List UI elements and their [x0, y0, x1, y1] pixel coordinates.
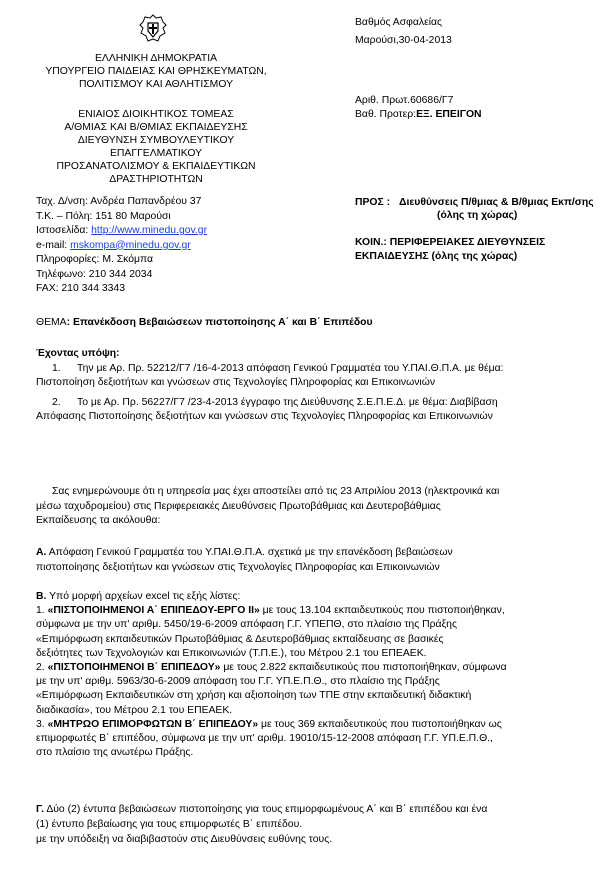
protocol-number: [355, 94, 453, 107]
ministry-line-1: ΕΛΛΗΝΙΚΗ ΔΗΜΟΚΡΑΤΙΑ: [94, 53, 218, 64]
section-a-line-1: Απόφαση Γενικού Γραμματέα του Υ.ΠΑΙ.Θ.Π.Α. σχετικά με την επανέκδοση βεβαιώσεων: [46, 547, 453, 558]
protocol-label: Αριθ. Πρωτ.: [355, 95, 411, 106]
intro-paragraph: [36, 485, 571, 529]
website-link[interactable]: http://www.minedu.gov.gr: [91, 225, 208, 236]
subject-label: ΘΕΜΑ: [36, 317, 67, 328]
contact-fax: FAX: 210 344 3343: [36, 283, 125, 294]
koin-line-1: ΚΟΙΝ.: ΠΕΡΙΦΕΡΕΙΑΚΕΣ ΔΙΕΥΘΥΝΣΕΙΣ: [355, 237, 546, 248]
contact-website: Ιστοσελίδα: http://www.minedu.gov.gr: [36, 225, 208, 236]
considering-item-1-line-1: Την με Αρ. Πρ. 52212/Γ7 /16-4-2013 απόφαση Γενικού Γραμματέα του Υ.ΠΑΙ.Θ.Π.Α. με θέμα:: [77, 363, 504, 374]
section-b-item-3: 3. «ΜΗΤΡΩΟ ΕΠΙΜΟΡΦΩΤΩΝ Β΄ ΕΠΙΠΕΔΟΥ» με τους 369 εκπαιδευτικούς που πιστοποιήθηκαν ως: [36, 718, 502, 730]
section-b-item-1: 1. «ΠΙΣΤΟΠΟΙΗΜΕΝΟΙ Α΄ ΕΠΙΠΕΔΟΥ-ΕΡΓΟ ΙΙ» με τους 13.104 εκπαιδευτικούς που πιστοποιήθηκαν,: [36, 605, 505, 617]
list-name-2: «ΠΙΣΤΟΠΟΙΗΜΕΝΟΙ Β΄ ΕΠΙΠΕΔΟΥ»: [47, 662, 221, 674]
koin-line-2: ΕΚΠΑΙΔΕΥΣΗΣ (όλης της χώρας): [355, 251, 518, 262]
section-c: [36, 802, 581, 847]
priority-label: Βαθ. Προτερ:: [355, 109, 417, 120]
contact-address: Ταχ. Δ/νση: Ανδρέα Παπανδρέου 37: [36, 196, 202, 207]
intro-line-1: Σας ενημερώνουμε ότι η υπηρεσία μας έχει αποστείλει από τις 23 Απριλίου 2013 (ηλεκτρονικά και: [52, 486, 500, 497]
section-b-item-2: 2. «ΠΙΣΤΟΠΟΙΗΜΕΝΟΙ Β΄ ΕΠΙΠΕΔΟΥ» με τους 2.822 εκπαιδευτικούς που πιστοποιήθηκαν, σύμφωνα: [36, 662, 507, 674]
ministry-header: [40, 52, 272, 91]
contact-phone: Τηλέφωνο: 210 344 2034: [36, 268, 153, 280]
contact-info: Πληροφορίες: Μ. Σκόμπα: [36, 254, 154, 265]
section-b-intro: Υπό μορφή αρχείων excel τις εξής λίστες:: [46, 591, 241, 602]
subject-text: : Επανέκδοση Βεβαιώσεων πιστοποίησης Α΄ και Β΄ Επιπέδου: [66, 317, 373, 328]
section-b-label: Β.: [36, 591, 47, 602]
email-link[interactable]: mskompa@minedu.gov.gr: [70, 239, 191, 251]
section-b-item-2-line-4: διαδικασία», του Μέτρου 2.1 του ΕΠΕΑΕΚ.: [36, 704, 233, 716]
section-b-item-2-line-3: «Επιμόρφωση Εκπαιδευτικών στη χρήση και αξιοποίηση των ΤΠΕ στην εκπαιδευτική διδακτική: [36, 690, 472, 702]
protocol-value: 60686/Γ7: [410, 95, 454, 106]
department-header: [40, 108, 272, 186]
section-c-line-3: με την υπόδειξη να διαβιβαστούν στις Διευθύνσεις ευθύνης τους.: [36, 834, 333, 845]
contact-email: e-mail: mskompa@minedu.gov.gr: [36, 239, 191, 251]
intro-line-3: Εκπαίδευσης τα ακόλουθα:: [36, 515, 161, 526]
contact-city: Τ.Κ. – Πόλη: 151 80 Μαρούσι: [36, 210, 171, 222]
ministry-line-2: ΥΠΟΥΡΓΕΙΟ ΠΑΙΔΕΙΑΣ ΚΑΙ ΘΡΗΣΚΕΥΜΑΤΩΝ,: [45, 66, 267, 77]
section-b-item-3-line-3: στο πλαίσιο της ανωτέρω Πράξης.: [36, 747, 194, 759]
section-a-label: Α.: [36, 547, 47, 558]
section-b-item-1-line-2: σύμφωνα με την υπ' αριθμ. 5450/19-6-2009 απόφαση Γ.Γ. ΥΠΕΠΘ, στο πλαίσιο της Πράξης: [36, 619, 457, 631]
security-level: Βαθμός Ασφαλείας: [355, 17, 443, 28]
considering-item-2-line-1: Το με Αρ. Πρ. 56227/Γ7 /23-4-2013 έγγραφο της Διεύθυνσης Σ.Ε.Π.Ε.Δ. με θέμα: Διαβίβαση: [77, 397, 498, 408]
considering-item-1-num: 1.: [52, 363, 61, 374]
ministry-line-3: ΠΟΛΙΤΙΣΜΟΥ ΚΑΙ ΑΘΛΗΤΙΣΜΟΥ: [78, 79, 234, 90]
department-line-1: ΕΝΙΑΙΟΣ ΔΙΟΙΚΗΤΙΚΟΣ ΤΟΜΕΑΣ: [78, 109, 234, 120]
subject-line: [36, 316, 373, 329]
department-line-5: ΔΡΑΣΤΗΡΙΟΤΗΤΩΝ: [109, 174, 203, 185]
section-b: [36, 590, 576, 760]
greek-emblem-icon: [139, 14, 167, 44]
contact-block: [36, 195, 296, 297]
considering-item-2-num: 2.: [52, 397, 61, 408]
to-scope: (όλης τη χώρας): [437, 210, 518, 221]
recipients-to: [355, 196, 605, 209]
list-name-3: «ΜΗΤΡΩΟ ΕΠΙΜΟΡΦΩΤΩΝ Β΄ ΕΠΙΠΕΔΟΥ»: [47, 718, 259, 730]
section-c-line-2: (1) έντυπο βεβαίωσης για τους επιμορφωτές Β΄ επιπέδου.: [36, 819, 303, 830]
section-c-line-1: Δύο (2) έντυπα βεβαιώσεων πιστοποίησης για τους επιμορφωμένους Α΄ και Β΄ επιπέδου και ένα: [44, 804, 488, 815]
section-b-item-2-line-2: με την υπ' αριθμ. 5963/30-6-2009 απόφαση του Γ.Γ. ΥΠ.Ε.Π.Θ., στο πλαίσιο της Πράξης: [36, 676, 440, 688]
section-c-label: Γ.: [36, 804, 44, 815]
considering-item-2-line-2: Απόφασης Πιστοποίησης δεξιοτήτων και γνώσεων στις Τεχνολογίες Πληροφορίας και Επικοινωνιών: [36, 411, 493, 422]
department-line-3: ΔΙΕΥΘΥΝΣΗ ΣΥΜΒΟΥΛΕΥΤΙΚΟΥ ΕΠΑΓΓΕΛΜΑΤΙΚΟΥ: [77, 135, 235, 159]
place-date: Μαρούσι,30-04-2013: [355, 35, 452, 46]
section-b-item-3-line-2: επιμορφωτές Β΄ επιπέδου, σύμφωνα με την υπ' αριθμ. 19010/15-12-2008 απόφαση Γ.Γ. ΥΠ.Ε.Π.Θ.,: [36, 733, 493, 745]
list-name-1: «ΠΙΣΤΟΠΟΙΗΜΕΝΟΙ Α΄ ΕΠΙΠΕΔΟΥ-ΕΡΓΟ ΙΙ»: [47, 605, 260, 617]
priority: [355, 108, 482, 121]
section-b-item-1-line-4: δεξιότητες των Τεχνολογιών και Επικοινωνιών (Τ.Π.Ε.), του Μέτρου 2.1 του ΕΠΕΑΕΚ.: [36, 647, 427, 659]
considering-heading: Έχοντας υπόψη:: [36, 348, 120, 359]
department-line-4: ΠΡΟΣΑΝΑΤΟΛΙΣΜΟΥ & ΕΚΠΑΙΔΕΥΤΙΚΩΝ: [56, 161, 256, 172]
section-a-line-2: πιστοποίησης δεξιοτήτων και γνώσεων στις Τεχνολογίες Πληροφορίας και Επικοινωνιών: [36, 561, 440, 573]
priority-value: ΕΞ. ΕΠΕΙΓΟΝ: [416, 109, 482, 120]
intro-line-2: μέσω ταχυδρομείου) στις Περιφερειακές Διευθύνσεις Πρωτοβάθμιας και Δευτεροβάθμιας: [36, 500, 441, 512]
considering-item-1-line-2: Πιστοποίηση δεξιοτήτων και γνώσεων στις Τεχνολογίες Πληροφορίας και Επικοινωνιών: [36, 377, 436, 388]
department-line-2: Α/ΘΜΙΑΣ ΚΑΙ Β/ΘΜΙΑΣ ΕΚΠΑΙΔΕΥΣΗΣ: [64, 122, 248, 133]
to-label: ΠΡΟΣ :: [355, 197, 391, 208]
section-b-item-1-line-3: «Επιμόρφωση εκπαιδευτικών Πρωτοβάθμιας & Δευτεροβάθμιας εκπαίδευσης σε βασικές: [36, 633, 444, 645]
to-value: Διευθύνσεις Π/θμιας & Β/θμιας Εκπ/σης: [399, 197, 594, 208]
section-a: [36, 546, 576, 575]
